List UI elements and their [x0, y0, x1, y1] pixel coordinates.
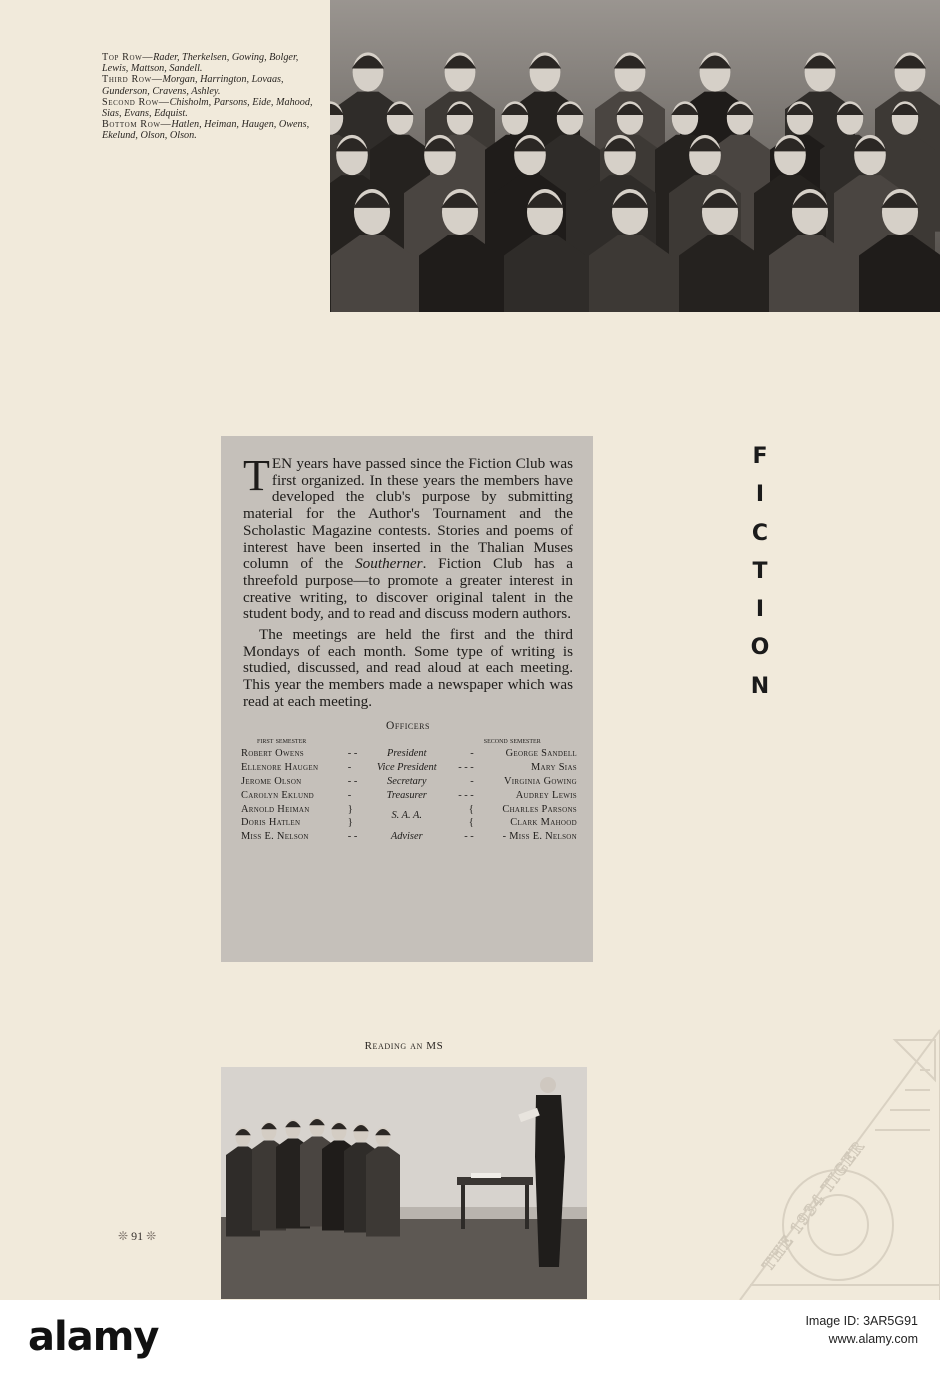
- title-letter: I: [755, 597, 765, 623]
- reading-photo-caption: Reading an MS: [364, 1040, 444, 1052]
- caption-second-row: Second Row—Chisholm, Parsons, Eide, Mahood, Sias, Evans, Edquist.: [102, 96, 313, 120]
- article-paragraph-2: The meetings are held the first and the third Mondays of each month. Some type of writing is studied, discussed, and read aloud at each meeting. This year the members made a newspaper which was read at each meeting.: [243, 626, 573, 710]
- title-letter: C: [751, 520, 769, 546]
- ornament-right-icon: ❊: [146, 1229, 157, 1243]
- drop-cap: T: [243, 451, 270, 500]
- emblem-text: THE 1934 TIGER: [758, 1137, 869, 1275]
- alamy-logo: alamy: [28, 1314, 159, 1360]
- site-url: www.alamy.com: [828, 1332, 918, 1346]
- officers-header-row: [241, 734, 577, 748]
- section-title-fiction: [745, 438, 775, 706]
- officers-table: [241, 734, 577, 844]
- group-photo: [330, 0, 940, 312]
- publication-name: Southerner: [355, 555, 423, 573]
- page-number: ❊ 91 ❊: [118, 1229, 157, 1243]
- reading-photo: [221, 1067, 587, 1299]
- image-info: [805, 1312, 918, 1348]
- article-box: [221, 436, 593, 962]
- image-id: Image ID: 3AR5G91: [805, 1314, 918, 1328]
- title-letter: O: [750, 635, 770, 661]
- second-semester-label: second semester: [483, 734, 541, 745]
- caption-bottom-row: Bottom Row—Hatlen, Heiman, Haugen, Owens, Ekelund, Olson, Olson.: [102, 119, 310, 142]
- officer-row: Doris Hatlen } { Clark Mahood: [241, 817, 577, 829]
- caption-top-row: Top Row—Rader, Therkelsen, Gowing, Bolger, Lewis, Mattson, Sandell.: [102, 52, 299, 75]
- officer-row: Ellenore Haugen - Vice President - - - Mary Sias: [241, 762, 577, 774]
- stock-footer: [0, 1300, 940, 1390]
- officer-row: Carolyn Eklund - Treasurer - - - Audrey Lewis: [241, 789, 577, 801]
- reading-photo-image: [221, 1067, 587, 1299]
- officer-row: Arnold Heiman } S. A. A. { Charles Parsons: [241, 803, 577, 822]
- title-letter: F: [752, 444, 768, 469]
- tiger-emblem-icon: [720, 1010, 940, 1300]
- officer-row: Robert Owens - - President - George Sandell: [241, 748, 577, 760]
- title-letter: T: [752, 558, 768, 584]
- article-paragraph-1: TEN years have passed since the Fiction Club was first organized. In these years the members have developed the club's purpose by submitting material for the Author's Tournament and the Scholastic Magazine contests. Stories and poems of interest have been inserted in the Thalian Muses column of the Southerner. Fiction Club has a threefold purpose—to promote a greater interest in creative writing, to discover original talent in the student body, and to read and discuss modern authors.: [243, 451, 574, 623]
- officer-row: Jerome Olson - - Secretary - Virginia Gowing: [241, 775, 577, 787]
- first-semester-label: first semester: [257, 734, 307, 745]
- officers-heading: Officers: [386, 719, 430, 732]
- officer-row: Miss E. Nelson - - Adviser - - - Miss E. Nelson: [241, 831, 577, 843]
- group-photo-caption: [102, 52, 320, 142]
- caption-third-row: Third Row—Morgan, Harrington, Lovaas, Gunderson, Cravens, Ashley.: [102, 74, 284, 97]
- group-photo-image: [330, 0, 940, 312]
- title-letter: N: [750, 673, 770, 699]
- title-letter: I: [755, 482, 765, 508]
- ornament-left-icon: ❊: [118, 1229, 129, 1243]
